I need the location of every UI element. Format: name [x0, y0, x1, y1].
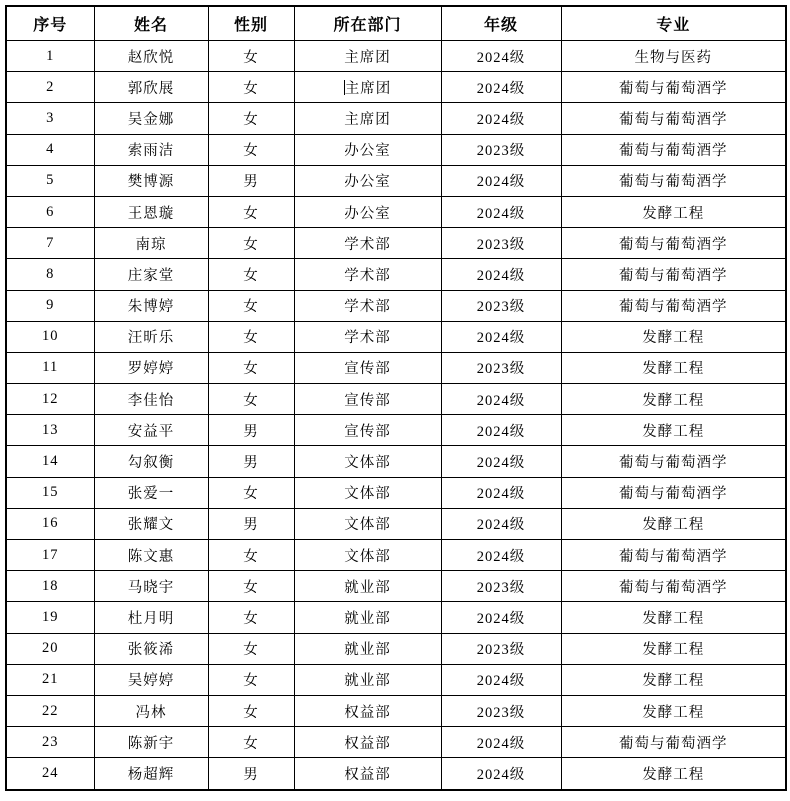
- roster-table: [5, 5, 787, 791]
- cell-gender[interactable]: 女: [208, 695, 294, 726]
- cell-gender[interactable]: 女: [208, 727, 294, 758]
- cell-major[interactable]: 发酵工程: [561, 196, 786, 227]
- cell-grade[interactable]: 2023级: [441, 290, 561, 321]
- cell-index[interactable]: 19: [6, 602, 94, 633]
- cell-major[interactable]: 发酵工程: [561, 508, 786, 539]
- cell-department[interactable]: 权益部: [294, 758, 441, 790]
- cell-gender[interactable]: 女: [208, 633, 294, 664]
- cell-name[interactable]: 张耀文: [94, 508, 208, 539]
- cell-major[interactable]: 葡萄与葡萄酒学: [561, 228, 786, 259]
- cell-department[interactable]: 宣传部: [294, 384, 441, 415]
- table-row: [6, 384, 786, 415]
- cell-name[interactable]: 汪昕乐: [94, 321, 208, 352]
- cell-index[interactable]: 9: [6, 290, 94, 321]
- cell-major[interactable]: 葡萄与葡萄酒学: [561, 259, 786, 290]
- table-row: [6, 446, 786, 477]
- cell-grade[interactable]: 2023级: [441, 633, 561, 664]
- cell-gender[interactable]: 女: [208, 321, 294, 352]
- cell-major[interactable]: 葡萄与葡萄酒学: [561, 540, 786, 571]
- cell-name[interactable]: 索雨洁: [94, 134, 208, 165]
- cell-name[interactable]: 樊博源: [94, 165, 208, 196]
- cell-index[interactable]: 21: [6, 664, 94, 695]
- cell-gender[interactable]: 女: [208, 196, 294, 227]
- cell-name[interactable]: 庄家堂: [94, 259, 208, 290]
- cell-grade[interactable]: 2024级: [441, 259, 561, 290]
- cell-grade[interactable]: 2024级: [441, 477, 561, 508]
- cell-gender[interactable]: 女: [208, 134, 294, 165]
- cell-name[interactable]: 罗婷婷: [94, 352, 208, 383]
- column-header-grade: 年级: [441, 6, 561, 41]
- cell-department[interactable]: 主席团: [294, 103, 441, 134]
- cell-grade[interactable]: 2023级: [441, 134, 561, 165]
- cell-gender[interactable]: 女: [208, 540, 294, 571]
- table-row: [6, 352, 786, 383]
- cell-name[interactable]: 王恩璇: [94, 196, 208, 227]
- column-header-name: 姓名: [94, 6, 208, 41]
- cell-index[interactable]: 5: [6, 165, 94, 196]
- column-header-gender: 性别: [208, 6, 294, 41]
- cell-gender[interactable]: 女: [208, 72, 294, 103]
- cell-grade[interactable]: 2024级: [441, 508, 561, 539]
- column-header-department: 所在部门: [294, 6, 441, 41]
- cell-gender[interactable]: 女: [208, 259, 294, 290]
- cell-index[interactable]: 1: [6, 41, 94, 72]
- cell-gender[interactable]: 女: [208, 477, 294, 508]
- table-row: [6, 321, 786, 352]
- cell-index[interactable]: 3: [6, 103, 94, 134]
- cell-name[interactable]: 陈文惠: [94, 540, 208, 571]
- cell-index[interactable]: 13: [6, 415, 94, 446]
- cell-grade[interactable]: 2023级: [441, 228, 561, 259]
- cell-major[interactable]: 葡萄与葡萄酒学: [561, 477, 786, 508]
- cell-index[interactable]: 20: [6, 633, 94, 664]
- cell-grade[interactable]: 2024级: [441, 321, 561, 352]
- cell-major[interactable]: 发酵工程: [561, 633, 786, 664]
- cell-department[interactable]: 主席团: [294, 41, 441, 72]
- cell-name[interactable]: 南琼: [94, 228, 208, 259]
- cell-grade[interactable]: 2024级: [441, 72, 561, 103]
- cell-name[interactable]: 安益平: [94, 415, 208, 446]
- table-row: [6, 415, 786, 446]
- cell-department[interactable]: 就业部: [294, 664, 441, 695]
- cell-grade[interactable]: 2023级: [441, 695, 561, 726]
- cell-index[interactable]: 6: [6, 196, 94, 227]
- cell-index[interactable]: 11: [6, 352, 94, 383]
- cell-grade[interactable]: 2024级: [441, 446, 561, 477]
- cell-gender[interactable]: 女: [208, 228, 294, 259]
- table-row: [6, 290, 786, 321]
- cell-major[interactable]: 发酵工程: [561, 352, 786, 383]
- table-row: [6, 758, 786, 790]
- cell-index[interactable]: 12: [6, 384, 94, 415]
- cell-major[interactable]: 发酵工程: [561, 415, 786, 446]
- cell-department[interactable]: 学术部: [294, 321, 441, 352]
- cell-grade[interactable]: 2023级: [441, 352, 561, 383]
- cell-text: 主席团: [344, 80, 392, 97]
- cell-gender[interactable]: 男: [208, 165, 294, 196]
- cell-major[interactable]: 葡萄与葡萄酒学: [561, 165, 786, 196]
- cell-gender[interactable]: 女: [208, 571, 294, 602]
- cell-department[interactable]: 宣传部: [294, 415, 441, 446]
- column-header-major: 专业: [561, 6, 786, 41]
- cell-grade[interactable]: 2024级: [441, 602, 561, 633]
- cell-gender[interactable]: 女: [208, 352, 294, 383]
- cell-name[interactable]: 杜月明: [94, 602, 208, 633]
- cell-index[interactable]: 17: [6, 540, 94, 571]
- table-row: [6, 540, 786, 571]
- table-row: [6, 228, 786, 259]
- cell-department[interactable]: 办公室: [294, 165, 441, 196]
- table-row: [6, 727, 786, 758]
- cell-index[interactable]: 14: [6, 446, 94, 477]
- cell-gender[interactable]: 女: [208, 664, 294, 695]
- cell-grade[interactable]: 2024级: [441, 758, 561, 790]
- cell-name[interactable]: 赵欣悦: [94, 41, 208, 72]
- cell-major[interactable]: 葡萄与葡萄酒学: [561, 290, 786, 321]
- cell-index[interactable]: 4: [6, 134, 94, 165]
- cell-name[interactable]: 吴金娜: [94, 103, 208, 134]
- table-row: [6, 134, 786, 165]
- cell-gender[interactable]: 男: [208, 446, 294, 477]
- cell-department[interactable]: 办公室: [294, 134, 441, 165]
- cell-major[interactable]: 葡萄与葡萄酒学: [561, 134, 786, 165]
- table-row: [6, 695, 786, 726]
- cell-grade[interactable]: 2024级: [441, 41, 561, 72]
- cell-index[interactable]: 18: [6, 571, 94, 602]
- cell-name[interactable]: 陈新宇: [94, 727, 208, 758]
- table-row: [6, 72, 786, 103]
- cell-department[interactable]: 文体部: [294, 508, 441, 539]
- cell-major[interactable]: 发酵工程: [561, 664, 786, 695]
- cell-gender[interactable]: 男: [208, 758, 294, 790]
- cell-department[interactable]: 学术部: [294, 228, 441, 259]
- cell-major[interactable]: 葡萄与葡萄酒学: [561, 103, 786, 134]
- table-body: [6, 41, 786, 790]
- cell-department[interactable]: 就业部: [294, 602, 441, 633]
- cell-department[interactable]: 学术部: [294, 259, 441, 290]
- cell-index[interactable]: 24: [6, 758, 94, 790]
- table-row: [6, 477, 786, 508]
- cell-major[interactable]: 发酵工程: [561, 602, 786, 633]
- cell-gender[interactable]: 女: [208, 384, 294, 415]
- cell-grade[interactable]: 2024级: [441, 196, 561, 227]
- cell-grade[interactable]: 2024级: [441, 727, 561, 758]
- cell-grade[interactable]: 2024级: [441, 103, 561, 134]
- cell-gender[interactable]: 女: [208, 41, 294, 72]
- cell-index[interactable]: 10: [6, 321, 94, 352]
- cell-grade[interactable]: 2024级: [441, 664, 561, 695]
- cell-name[interactable]: 张爱一: [94, 477, 208, 508]
- cell-major[interactable]: 发酵工程: [561, 384, 786, 415]
- cell-department[interactable]: 宣传部: [294, 352, 441, 383]
- cell-gender[interactable]: 女: [208, 103, 294, 134]
- cell-index[interactable]: 2: [6, 72, 94, 103]
- cell-department[interactable]: 文体部: [294, 540, 441, 571]
- cell-name[interactable]: 朱博婷: [94, 290, 208, 321]
- cell-department[interactable]: 就业部: [294, 633, 441, 664]
- cell-major[interactable]: 发酵工程: [561, 321, 786, 352]
- cell-gender[interactable]: 男: [208, 508, 294, 539]
- cell-name[interactable]: 冯林: [94, 695, 208, 726]
- cell-name[interactable]: 吴婷婷: [94, 664, 208, 695]
- cell-grade[interactable]: 2023级: [441, 571, 561, 602]
- cell-grade[interactable]: 2024级: [441, 384, 561, 415]
- cell-major[interactable]: 发酵工程: [561, 758, 786, 790]
- cell-name[interactable]: 张筱浠: [94, 633, 208, 664]
- table-row: [6, 259, 786, 290]
- table-row: [6, 602, 786, 633]
- table-row: [6, 196, 786, 227]
- cell-grade[interactable]: 2024级: [441, 415, 561, 446]
- table-row: [6, 633, 786, 664]
- cell-gender[interactable]: 女: [208, 290, 294, 321]
- cell-name[interactable]: 李佳怡: [94, 384, 208, 415]
- cell-grade[interactable]: 2024级: [441, 165, 561, 196]
- cell-department[interactable]: 权益部: [294, 695, 441, 726]
- cell-gender[interactable]: 女: [208, 602, 294, 633]
- cell-department[interactable]: 学术部: [294, 290, 441, 321]
- cell-index[interactable]: 23: [6, 727, 94, 758]
- cell-major[interactable]: 葡萄与葡萄酒学: [561, 446, 786, 477]
- table-row: [6, 571, 786, 602]
- cell-index[interactable]: 8: [6, 259, 94, 290]
- cell-department[interactable]: 就业部: [294, 571, 441, 602]
- cell-department[interactable]: 文体部: [294, 477, 441, 508]
- table-row: [6, 41, 786, 72]
- cell-index[interactable]: 22: [6, 695, 94, 726]
- cell-major[interactable]: 葡萄与葡萄酒学: [561, 72, 786, 103]
- cell-gender[interactable]: 男: [208, 415, 294, 446]
- cell-major[interactable]: 发酵工程: [561, 695, 786, 726]
- cell-index[interactable]: 15: [6, 477, 94, 508]
- cell-department[interactable]: 文体部: [294, 446, 441, 477]
- table-row: [6, 508, 786, 539]
- table-row: [6, 165, 786, 196]
- cell-name[interactable]: 勾叙衡: [94, 446, 208, 477]
- cell-name[interactable]: 郭欣展: [94, 72, 208, 103]
- cell-department[interactable]: [294, 72, 441, 103]
- cell-name[interactable]: 杨超辉: [94, 758, 208, 790]
- cell-grade[interactable]: 2024级: [441, 540, 561, 571]
- cell-department[interactable]: 办公室: [294, 196, 441, 227]
- cell-major[interactable]: 葡萄与葡萄酒学: [561, 571, 786, 602]
- cell-major[interactable]: 葡萄与葡萄酒学: [561, 727, 786, 758]
- cell-name[interactable]: 马晓宇: [94, 571, 208, 602]
- cell-department[interactable]: 权益部: [294, 727, 441, 758]
- cell-major[interactable]: 生物与医药: [561, 41, 786, 72]
- table-row: [6, 103, 786, 134]
- column-header-index: 序号: [6, 6, 94, 41]
- header-row: [6, 6, 786, 41]
- cell-index[interactable]: 16: [6, 508, 94, 539]
- table-row: [6, 664, 786, 695]
- cell-index[interactable]: 7: [6, 228, 94, 259]
